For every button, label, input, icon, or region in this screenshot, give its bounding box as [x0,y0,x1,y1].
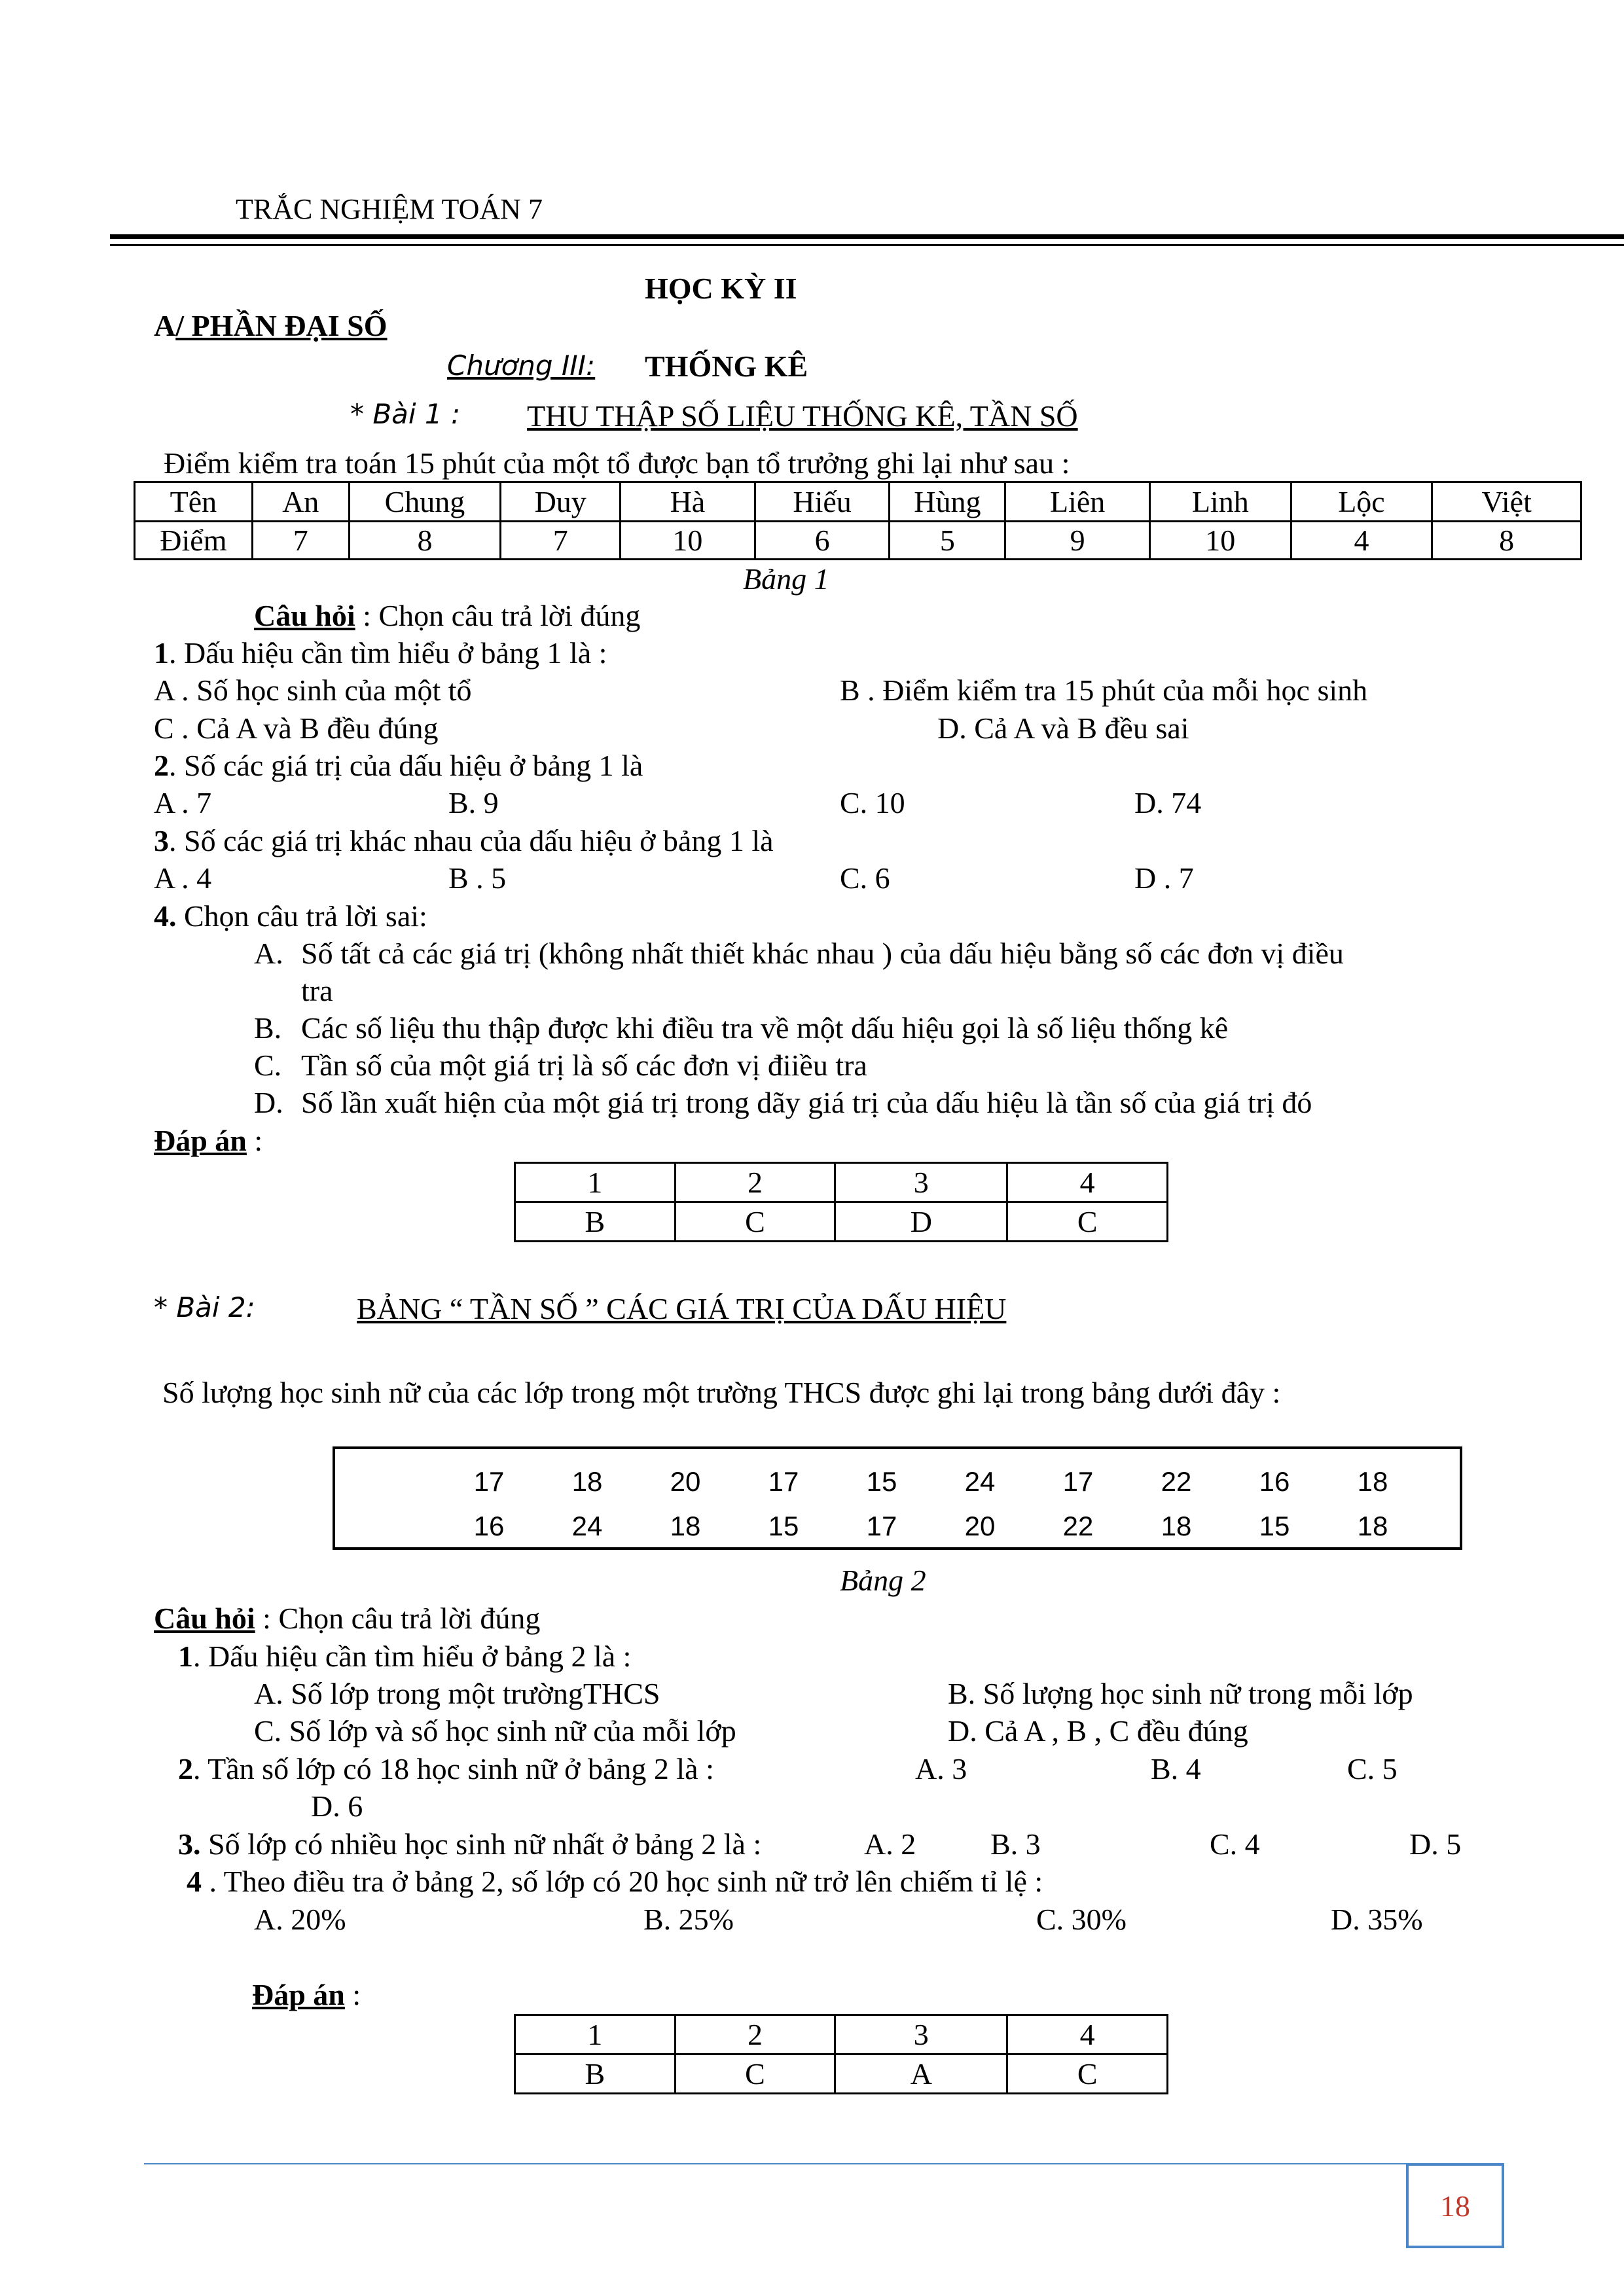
answer-label: Đáp án [252,1978,345,2011]
table-cell: B [515,2054,676,2094]
bai1-label: * Bài 1 : [350,398,461,430]
table-cell: 17 [473,1466,505,1497]
bai1-q4-option-a-label: A. [254,937,283,970]
bai2-label: * Bài 2: [154,1291,255,1323]
table-cell: 8 [1432,522,1581,560]
bai1-q3 [154,826,774,856]
chapter-label: Chương III: [447,350,596,382]
bai1-q2-option-a: A . 7 [154,786,212,819]
answer-values-row [515,2054,1168,2094]
answer-colon: : [344,1978,361,2011]
table-cell: Duy [501,482,621,522]
table-cell: Chung [349,482,501,522]
table-cell: A [835,2054,1007,2094]
bai1-q3-option-a: A . 4 [154,861,212,895]
question-text: Chọn câu trả lời sai: [176,899,427,933]
bai1-q4-option-c: Tần số của một giá trị là số các đơn vị điiều tra [301,1049,867,1082]
bai1-q4-option-a: Số tất cả các giá trị (không nhất thiết khác nhau ) của dấu hiệu bằng số các đơn vị điều [301,937,1344,970]
bai1-q1-option-c: C . Cả A và B đều đúng [154,711,439,745]
bai2-data-row [440,1460,1422,1504]
table-cell: 2 [675,2015,835,2054]
question-text: . Dấu hiệu cần tìm hiểu ở bảng 1 là : [169,636,607,670]
bai1-q4-option-b-label: B. [254,1011,282,1045]
table-cell: 8 [349,522,501,560]
bai2-q4 [187,1867,1043,1897]
header-rule-thin [110,244,1624,246]
table-cell: 2 [675,1163,835,1202]
table-cell: 7 [252,522,349,560]
table-cell: 4 [1291,522,1432,560]
bai1-q1 [154,638,607,668]
question-number: 1 [154,636,169,670]
bai2-q3-option-a: A. 2 [864,1827,916,1861]
bai2-q3 [178,1829,761,1859]
bai1-q2-option-b: B. 9 [448,786,499,819]
table-cell: 20 [670,1466,701,1497]
bai1-q4-option-d: Số lần xuất hiện của một giá trị trong dãy giá trị của dấu hiệu là tần số của giá trị đó [301,1086,1312,1119]
table-cell: 10 [621,522,755,560]
header-rule-thick [110,234,1624,239]
question-text: . Số các giá trị của dấu hiệu ở bảng 1 là [169,749,643,782]
question-text: . Dấu hiệu cần tìm hiểu ở bảng 2 là : [193,1640,632,1673]
header-title: TRẮC NGHIỆM TOÁN 7 [236,193,543,225]
bai2-q1-option-d: D. Cả A , B , C đều đúng [948,1714,1248,1748]
table-cell: 18 [571,1466,603,1497]
question-text: . Tần số lớp có 18 học sinh nữ ở bảng 2 là : [193,1752,714,1785]
page-number: 18 [1440,2189,1470,2223]
table-cell: 10 [1149,522,1291,560]
answer-label: Đáp án [154,1124,247,1157]
bai2-q4-option-a: A. 20% [254,1903,346,1936]
table-cell: 15 [768,1511,799,1541]
bai1-q3-option-d: D . 7 [1134,861,1194,895]
table-cell: C [1007,1202,1168,1242]
bai2-q3-option-c: C. 4 [1210,1827,1260,1861]
table-cell: 16 [1259,1466,1290,1497]
bai1-q1-option-a: A . Số học sinh của một tổ [154,673,472,707]
table-cell: 17 [768,1466,799,1497]
question-instruction: : Chọn câu trả lời đúng [255,1602,541,1635]
table-cell: Điểm [135,522,253,560]
table-cell: 18 [1357,1511,1388,1541]
bai1-q3-option-b: B . 5 [448,861,507,895]
bai1-table-scores-row [135,522,1581,560]
bai1-intro: Điểm kiểm tra toán 15 phút của một tổ được bạn tổ trưởng ghi lại như sau : [164,446,1070,480]
table-cell: 24 [571,1511,603,1541]
table-cell: 4 [1007,2015,1168,2054]
question-instruction: : Chọn câu trả lời đúng [355,599,641,632]
table-cell: An [252,482,349,522]
bai1-table-caption: Bảng 1 [743,562,829,596]
answer-numbers-row [515,2015,1168,2054]
table-cell: Liên [1005,482,1150,522]
chapter-title: THỐNG KÊ [645,350,808,383]
table-cell: 20 [964,1511,996,1541]
question-number: 2 [154,749,169,782]
question-number: 4. [154,899,177,933]
table-cell: Hà [621,482,755,522]
page-number-box [1406,2163,1504,2248]
table-cell: 1 [515,2015,676,2054]
part-heading: A/ PHẦN ĐẠI SỐ [154,309,388,342]
bai1-q4-option-b: Các số liệu thu thập được khi điều tra về một dấu hiệu gọi là số liệu thống kê [301,1011,1229,1045]
bai2-q2 [178,1754,714,1784]
table-cell: Hiếu [755,482,890,522]
bai1-q2 [154,751,643,781]
bai2-title: BẢNG “ TẦN SỐ ” CÁC GIÁ TRỊ CỦA DẤU HIỆU [357,1292,1007,1325]
table-cell: 1 [515,1163,676,1202]
bai2-data-row [440,1504,1422,1549]
bai2-q4-option-b: B. 25% [643,1903,734,1936]
table-cell: 16 [473,1511,505,1541]
bai1-q2-option-d: D. 74 [1134,786,1202,819]
question-number: 4 [187,1865,202,1898]
bai1-answer-heading [154,1126,262,1156]
table-cell: 22 [1062,1511,1094,1541]
table-cell: Lộc [1291,482,1432,522]
table-cell: 18 [670,1511,701,1541]
table-cell: 17 [1062,1466,1094,1497]
table-cell: 15 [1259,1511,1290,1541]
bai1-q3-option-c: C. 6 [840,861,890,895]
bai2-q1-option-b: B. Số lượng học sinh nữ trong mỗi lớp [948,1677,1413,1710]
bai2-data-box [333,1446,1462,1550]
table-cell: 9 [1005,522,1150,560]
question-text: Số lớp có nhiều học sinh nữ nhất ở bảng 2 là : [200,1827,762,1861]
bai1-q4-option-d-label: D. [254,1086,283,1119]
bai1-q1-option-d: D. Cả A và B đều sai [937,711,1189,745]
bai1-q4 [154,901,427,931]
question-number: 2 [178,1752,193,1785]
table-cell: Tên [135,482,253,522]
bai2-intro: Số lượng học sinh nữ của các lớp trong một trường THCS được ghi lại trong bảng dưới đây : [162,1376,1281,1409]
bai1-q4-option-a-cont: tra [301,974,333,1007]
table-cell: C [675,2054,835,2094]
table-cell: 3 [835,1163,1007,1202]
bai2-answer-heading [252,1980,361,2010]
table-cell: 15 [866,1466,897,1497]
table-cell: D [835,1202,1007,1242]
bai2-data-table [440,1460,1422,1549]
bai2-q4-option-c: C. 30% [1036,1903,1127,1936]
bai2-q1 [178,1641,631,1672]
bai2-question-heading [154,1604,540,1634]
bai2-q4-option-d: D. 35% [1331,1903,1423,1936]
bai2-q3-option-d: D. 5 [1409,1827,1462,1861]
bai2-q2-option-c: C. 5 [1347,1752,1398,1785]
table-cell: 3 [835,2015,1007,2054]
question-number: 1 [178,1640,193,1673]
bai2-q3-option-b: B. 3 [990,1827,1041,1861]
table-cell: Linh [1149,482,1291,522]
table-cell: 22 [1161,1466,1192,1497]
bai2-q1-option-a: A. Số lớp trong một trườngTHCS [254,1677,660,1710]
bai1-answer-table [514,1162,1168,1242]
answer-numbers-row [515,1163,1168,1202]
bai1-q4-option-c-label: C. [254,1049,282,1082]
table-cell: C [1007,2054,1168,2094]
table-cell: C [675,1202,835,1242]
bai1-q1-option-b: B . Điểm kiểm tra 15 phút của mỗi học sinh [840,673,1368,707]
bai1-title: THU THẬP SỐ LIỆU THỐNG KÊ, TẦN SỐ [527,399,1078,433]
bai1-score-table [134,481,1582,560]
bai2-q2-option-a: A. 3 [915,1752,967,1785]
question-number: 3 [154,824,169,857]
question-text: . Số các giá trị khác nhau của dấu hiệu ở bảng 1 là [169,824,774,857]
bai2-q2-option-b: B. 4 [1151,1752,1201,1785]
table-cell: 18 [1161,1511,1192,1541]
table-cell: 6 [755,522,890,560]
bai2-table-caption: Bảng 2 [840,1564,926,1597]
bai1-q2-option-c: C. 10 [840,786,905,819]
answer-colon: : [246,1124,263,1157]
table-cell: 18 [1357,1466,1388,1497]
table-cell: 24 [964,1466,996,1497]
bai2-answer-table [514,2014,1168,2094]
question-label: Câu hỏi [154,1602,255,1635]
footer-rule [144,2163,1460,2164]
bai1-question-heading [254,601,640,631]
table-cell: 7 [501,522,621,560]
table-cell: 5 [890,522,1005,560]
table-cell: Việt [1432,482,1581,522]
answer-values-row [515,1202,1168,1242]
bai2-q1-option-c: C. Số lớp và số học sinh nữ của mỗi lớp [254,1714,736,1748]
table-cell: 17 [866,1511,897,1541]
question-text: . Theo điều tra ở bảng 2, số lớp có 20 học sinh nữ trở lên chiếm tỉ lệ : [202,1865,1043,1898]
table-cell: 4 [1007,1163,1168,1202]
table-cell: Hùng [890,482,1005,522]
table-cell: B [515,1202,676,1242]
bai1-table-names-row [135,482,1581,522]
question-label: Câu hỏi [254,599,355,632]
question-number: 3. [178,1827,201,1861]
bai2-q2-option-d: D. 6 [311,1789,363,1823]
semester-heading: HỌC KỲ II [645,272,797,305]
